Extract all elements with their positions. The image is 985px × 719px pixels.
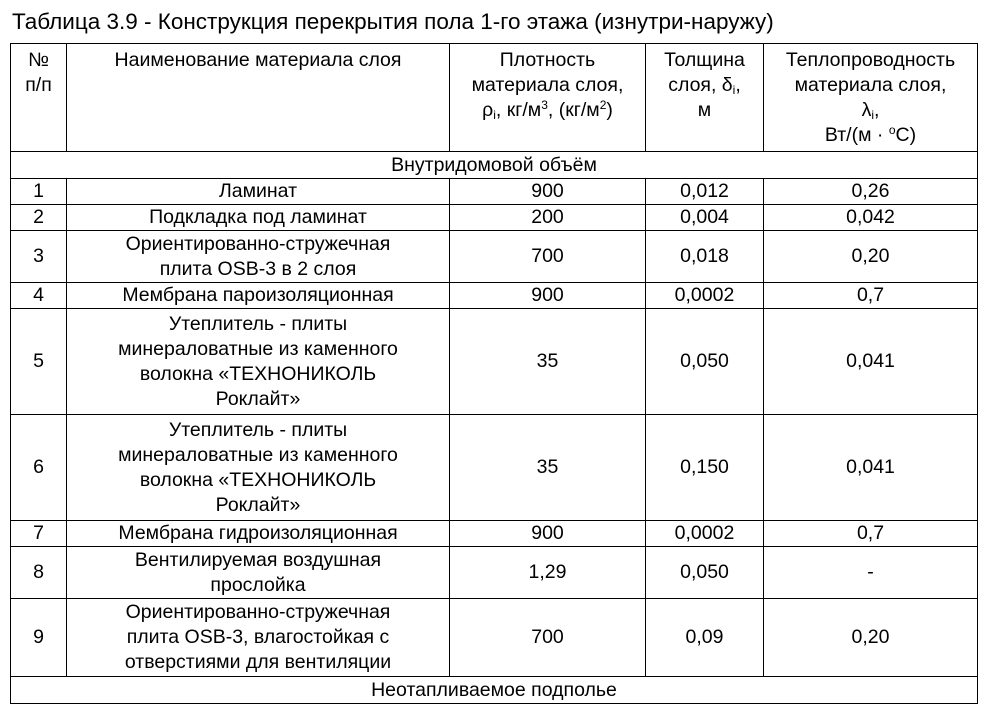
material-name-line: Мембрана пароизоляционная [122,284,394,306]
row-num: 6 [11,415,67,521]
row-thickness: 0,0002 [646,521,764,547]
material-name-line: Утеплитель - плиты [168,418,348,441]
table-row [11,205,978,231]
row-conductivity: 0,26 [764,179,978,205]
row-material-name [67,179,450,205]
material-name-line: минераловатные из каменного [118,443,398,466]
construction-table [10,43,978,704]
material-name-line: Подкладка под ламинат [149,206,367,228]
row-material-name [67,309,450,415]
row-material-name [67,547,450,599]
material-name-line: плита OSB-3 в 2 слоя [159,257,357,280]
material-name-line: Утеплитель - плиты [168,312,348,335]
row-material-name [67,283,450,309]
material-name-line: Роклайт» [215,493,301,516]
section-row-inside [11,152,978,179]
row-density: 35 [450,415,646,521]
row-material-name [67,521,450,547]
row-conductivity: 0,7 [764,283,978,309]
row-density: 35 [450,309,646,415]
table-row [11,599,978,677]
table-caption: Таблица 3.9 - Конструкция перекрытия пола 1-го этажа (изнутри-наружу) [12,9,774,34]
header-name: Наименование материала слоя [67,44,450,152]
material-name-line: волокна «ТЕХНОНИКОЛЬ [139,362,377,385]
row-conductivity: 0,041 [764,309,978,415]
material-name-line: Роклайт» [215,387,301,410]
header-conductivity: Теплопроводность материала слоя, $\lambda_i$, Вт/(м · $^o$С) [764,44,978,152]
row-num: 4 [11,283,67,309]
row-num: 7 [11,521,67,547]
row-density: 700 [450,231,646,283]
row-num: 8 [11,547,67,599]
row-num: 3 [11,231,67,283]
material-name-line: плита OSB-3, влагостойкая с [126,626,390,648]
row-num: 9 [11,599,67,677]
row-num: 5 [11,309,67,415]
row-material-name [67,599,450,677]
table-row [11,521,978,547]
row-density: 1,29 [450,547,646,599]
table-row [11,231,978,283]
row-conductivity: 0,20 [764,599,978,677]
table-row [11,415,978,521]
row-conductivity: 0,20 [764,231,978,283]
table-row [11,283,978,309]
material-name-line: отверстиями для вентиляции [124,651,392,673]
row-thickness: 0,012 [646,179,764,205]
row-density: 900 [450,283,646,309]
row-conductivity: 0,041 [764,415,978,521]
section-outside: Неотапливаемое подполье [11,677,978,704]
row-density: 900 [450,521,646,547]
row-conductivity: - [764,547,978,599]
header-num: № п/п [11,44,67,152]
row-num: 1 [11,179,67,205]
row-thickness: 0,0002 [646,283,764,309]
row-thickness: 0,004 [646,205,764,231]
material-name-line: волокна «ТЕХНОНИКОЛЬ [139,468,377,491]
section-inside: Внутридомовой объём [11,152,978,179]
material-name-line: Ориентированно-стружечная [125,232,391,255]
row-material-name [67,205,450,231]
row-material-name [67,415,450,521]
row-density: 200 [450,205,646,231]
header-thickness: Толщина слоя, $\delta_i$, м [646,44,764,152]
row-num: 2 [11,205,67,231]
material-name-line: минераловатные из каменного [118,337,398,360]
row-thickness: 0,018 [646,231,764,283]
row-thickness: 0,050 [646,309,764,415]
material-name-line: Ориентированно-стружечная [125,601,391,623]
header-row [11,44,978,152]
row-conductivity: 0,7 [764,521,978,547]
row-density: 900 [450,179,646,205]
material-name-line: Вентилируемая воздушная [134,548,382,571]
row-density: 700 [450,599,646,677]
material-name-line: Мембрана гидроизоляционная [118,522,398,544]
table-row [11,179,978,205]
row-conductivity: 0,042 [764,205,978,231]
row-thickness: 0,150 [646,415,764,521]
row-material-name [67,231,450,283]
material-name-line: прослойка [210,573,306,596]
table-row [11,547,978,599]
material-name-line: Ламинат [218,180,298,202]
header-density: Плотность материала слоя, $\rho_i$, $кг/м^3$, $(кг/м^2)$ [450,44,646,152]
table-row [11,309,978,415]
section-row-outside [11,677,978,704]
row-thickness: 0,050 [646,547,764,599]
row-thickness: 0,09 [646,599,764,677]
